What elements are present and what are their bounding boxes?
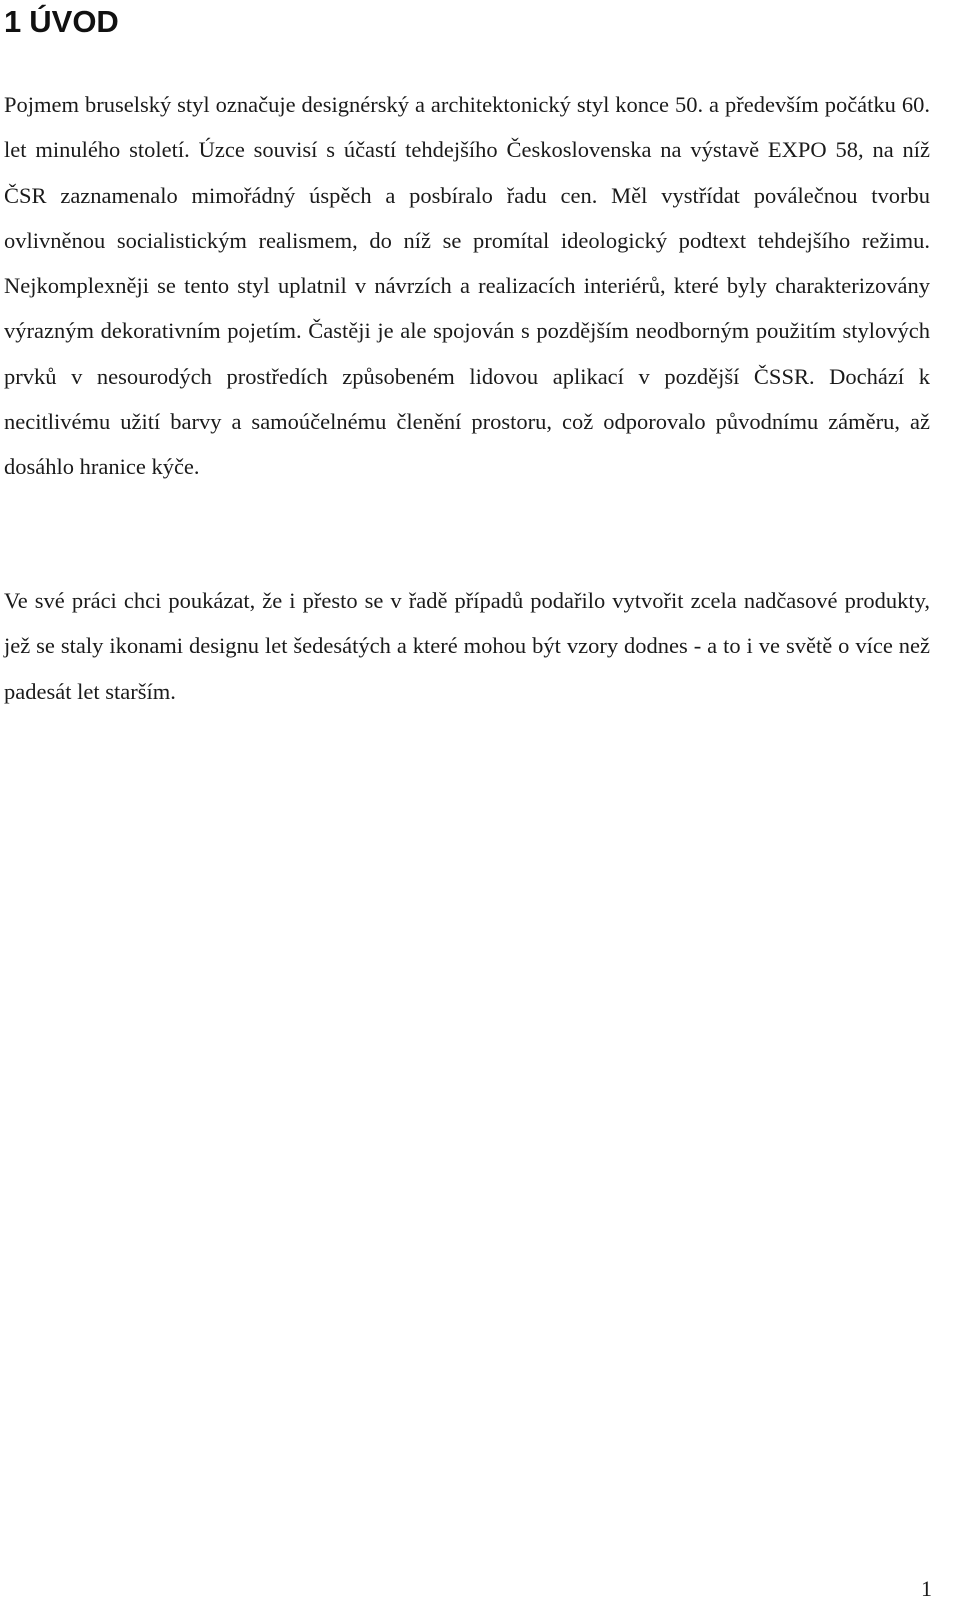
page-number: 1 bbox=[921, 1576, 932, 1601]
chapter-number: 1 bbox=[4, 4, 22, 39]
body-paragraph-1: Pojmem bruselský styl označuje designérský a architektonický styl konce 50. a především počátku 60. let minulého století. Úzce souvisí s účastí tehdejšího Československa na výstavě EXPO 58, na níž ČSR zaznamenalo mimořádný úspěch a posbíralo řadu cen. Měl vystřídat poválečnou tvorbu ovlivněnou socialistickým realismem, do níž se promítal ideologický podtext tehdejšího režimu. Nejkomplexněji se tento styl uplatnil v návrzích a realizacích interiérů, které byly charakterizovány výrazným dekorativním pojetím. Častěji je ale spojován s pozdějším neodborným použitím stylových prvků v nesourodých prostředích způsobeném lidovou aplikací v pozdější ČSSR. Dochází k necitlivému užití barvy a samoúčelnému členění prostoru, což odporovalo původnímu záměru, až dosáhlo hranice kýče. bbox=[4, 92, 930, 480]
body-paragraph-2: Ve své práci chci poukázat, že i přesto se v řadě případů podařilo vytvořit zcela nadčasové produkty, jež se staly ikonami designu let šedesátých a které mohou být vzory dodnes - a to i ve světě o více než padesát let starším. bbox=[4, 588, 930, 704]
chapter-title: ÚVOD bbox=[29, 4, 119, 39]
chapter-heading bbox=[4, 0, 119, 44]
